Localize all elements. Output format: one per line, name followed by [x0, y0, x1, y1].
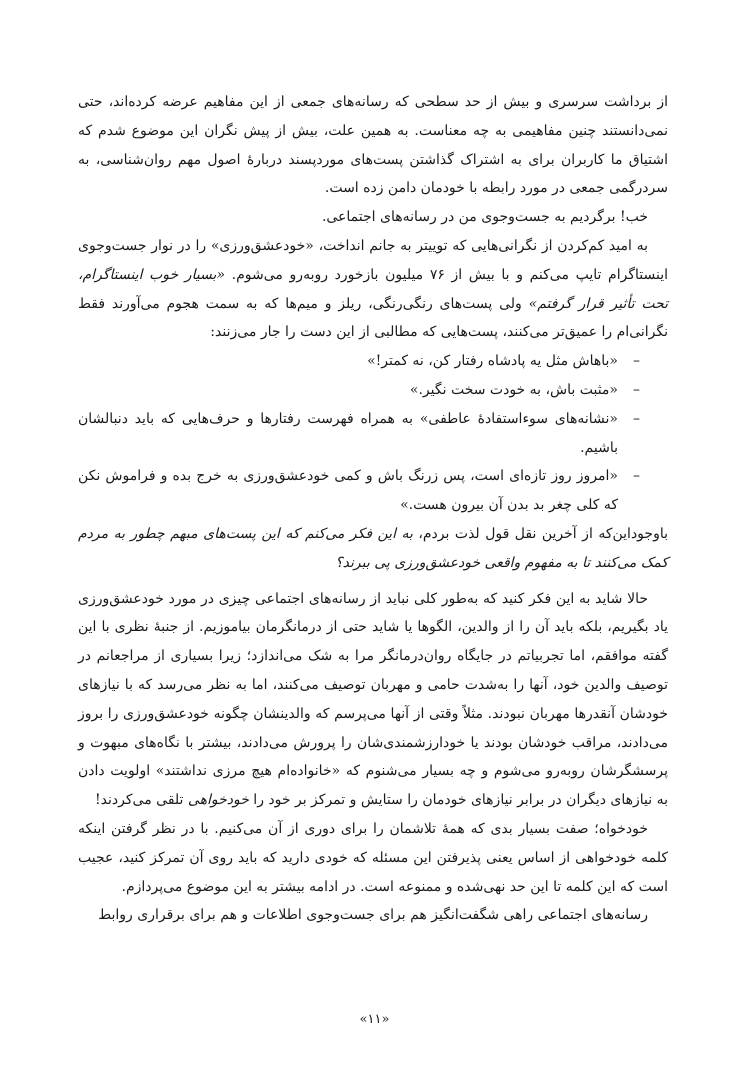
quote-list: [78, 347, 668, 520]
page-number: «۱۱»: [359, 1012, 390, 1027]
paragraph-7: رسانه‌های اجتماعی راهی شگفت‌انگیز هم برای جست‌وجوی اطلاعات و هم برای برقراری روابط: [98, 907, 648, 924]
paragraph-4-text-a: باوجوداین‌که از آخرین نقل قول لذت بردم،: [412, 525, 668, 542]
list-item: – «مثبت باش، به خودت سخت نگیر.»: [78, 376, 618, 405]
paragraph-5-text-a: حالا شاید به این فکر کنید که به‌طور کلی نباید از رسانه‌های اجتماعی چیزی در مورد خودعشق‌ورزی یاد بگیریم، بلکه باید آن را از والدین، الگوها یا شاید حتی از درمانگرمان بیاموزیم. از جنبهٔ نظری با این گفته موافقم، اما تجربیاتم در جایگاه روان‌درمانگر مرا به شک می‌اندازد؛ زیرا بسیاری از مراجعانم در توصیف والدین خود، آنها را به‌شدت حامی و مهربان توصیف می‌کنند، اما به نظر می‌رسد که با نیازهای خودشان آنقدرها مهربان نبودند. مثلاً وقتی از آنها می‌پرسم که والدینشان چگونه خودعشق‌ورزی را بروز می‌دادند، مراقب خودشان بودند یا خودارزشمندی‌شان را پرورش می‌دادند، بیشتر با نگاه‌های مبهوت و پرسشگرشان روبه‌رو می‌شوم و چه بسیار می‌شنوم که «خانواده‌ام هیچ مرزی نداشتند» اولویت دادن به نیازهای دیگران در برابر نیازهای خودمان را ستایش و تمرکز بر خود را: [78, 590, 668, 809]
paragraph-5: [78, 585, 668, 815]
list-item: – «امروز روز تازه‌ای است، پس زرنگ باش و کمی خودعشق‌ورزی به خرج بده و فراموش نکن که کلی چغر بد بدن آن بیرون هست.»: [78, 462, 618, 520]
paragraph-4-emphasis: به این فکر می‌کنم که این پست‌های مبهم چطور به مردم کمک می‌کنند تا به مفهوم واقعی خودعشق‌ورزی پی ببرند؟: [78, 525, 668, 571]
paragraph-6: خودخواه؛ صفت بسیار بدی که همهٔ تلاشمان را برای دوری از آن می‌کنیم. با در نظر گرفتن اینکه کلمه خودخواهی از اساس یعنی پذیرفتن این مسئله که خودی دارید که باید روی آن تمرکز کنید، عجیب است که این کلمه تا این حد نهی‌شده و ممنوعه است. در ادامه بیشتر به این موضوع می‌پردازم.: [78, 820, 668, 895]
paragraph-1: از برداشت سرسری و بیش از حد سطحی که رسانه‌های جمعی از این مفاهیم عرضه کرده‌اند، حتی نمی‌دانستند چنین مفاهیمی به چه معناست. به همین علت، بیش از پیش نگران این موضوع شدم که اشتیاق ما کاربران برای به اشتراک گذاشتن پست‌های موردپسند دربارهٔ اصول مهم روان‌شناسی، به سردرگمی جمعی در مورد رابطه با خودمان دامن زده است.: [78, 94, 668, 197]
paragraph-3-text-c: ولی پست‌های رنگی‌رنگی، ریلز و میم‌ها که به سمت هجوم می‌آورند فقط نگرانی‌ام را عمیق‌تر می‌کنند، پست‌هایی که مطالبی از این دست را جار می‌زنند:: [78, 295, 668, 341]
list-item: – «باهاش مثل یه پادشاه رفتار کن، نه کمتر!»: [78, 347, 618, 376]
paragraph-2: خب! برگردیم به جست‌وجوی من در رسانه‌های اجتماعی.: [321, 209, 648, 226]
paragraph-5-text-c: تلقی می‌کردند!: [95, 792, 188, 809]
paragraph-3-text-a: به امید کم‌کردن از نگرانی‌هایی که توییتر به جانم انداخت، «خودعشق‌ورزی» را در نوار جست‌وجوی اینستاگرام تایپ می‌کنم و با بیش از ۷۶ میلیون بازخورد روبه‌رو می‌شوم.: [78, 237, 668, 283]
paragraph-5-emphasis: خودخواهی: [187, 792, 249, 809]
list-item: – «نشانه‌های سوءاستفادهٔ عاطفی» به همراه فهرست رفتارها و حرف‌هایی که باید دنبالشان باشیم.: [78, 405, 618, 463]
paragraph-3: [78, 232, 668, 347]
paragraph-3-emphasis: «بسیار خوب اینستاگرام، تحت تأثیر قرار گرفتم»: [78, 266, 669, 312]
body-text: [78, 88, 668, 930]
paragraph-4: [78, 520, 668, 578]
